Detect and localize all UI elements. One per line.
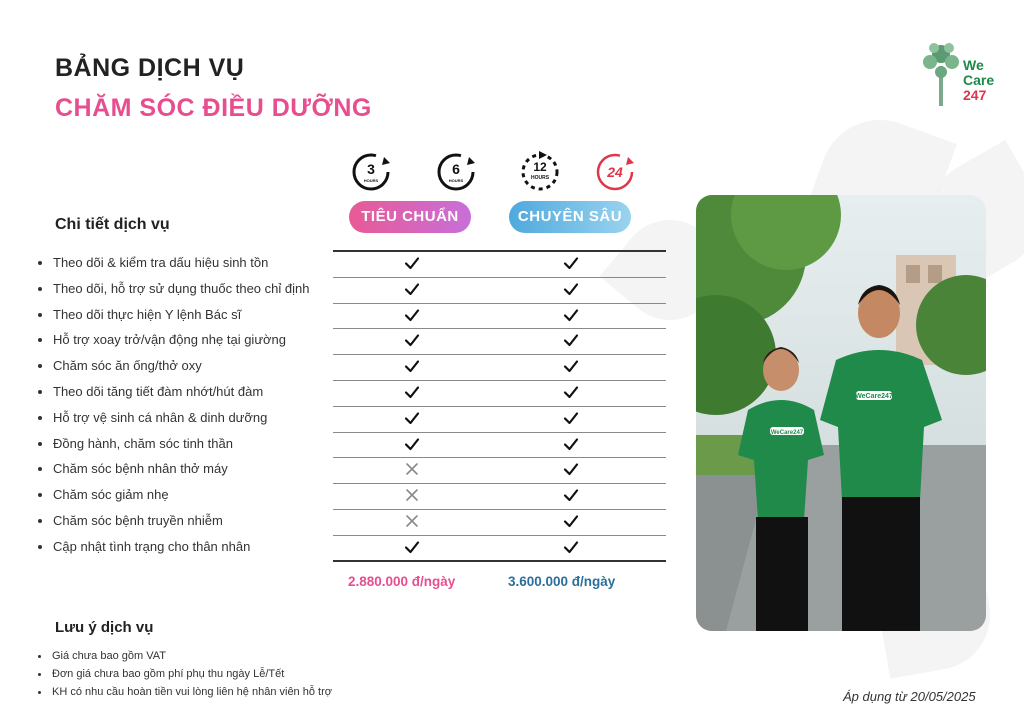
- check-icon: [402, 537, 422, 557]
- shirt-badge-text: WeCare247: [770, 430, 804, 436]
- clock-3-hours-icon: [350, 151, 392, 193]
- clock-24-hours-icon: [594, 151, 636, 193]
- check-icon: [561, 279, 581, 299]
- logo-wordmark: [963, 58, 994, 103]
- clock-unit: HOURS: [363, 178, 379, 183]
- bullet-icon: [38, 442, 42, 446]
- table-row: [30, 303, 666, 329]
- check-icon: [402, 356, 422, 376]
- service-label: Hỗ trợ xoay trở/vận động nhẹ tại giường: [53, 332, 287, 348]
- check-icon: [402, 382, 422, 402]
- table-row: [30, 354, 666, 380]
- check-icon: [561, 408, 581, 428]
- service-label: Chăm sóc bệnh nhân thở máy: [53, 461, 228, 477]
- bullet-icon: [38, 261, 42, 265]
- plan-advanced-badge: CHUYÊN SÂU: [509, 201, 631, 233]
- check-icon: [561, 330, 581, 350]
- bullet-icon: [38, 493, 42, 497]
- service-label: Chăm sóc bệnh truyền nhiễm: [53, 513, 223, 528]
- table-row: [30, 432, 666, 458]
- service-label: Theo dõi, hỗ trợ sử dụng thuốc theo chỉ định: [53, 280, 310, 296]
- service-label: Đồng hành, chăm sóc tinh thần: [53, 435, 233, 451]
- tree-icon: [918, 40, 968, 110]
- standard-price: 2.880.000 đ/ngày: [348, 574, 456, 589]
- clock-12-hours-icon: [519, 151, 561, 193]
- clock-value: 12: [533, 160, 547, 174]
- check-icon: [561, 459, 581, 479]
- cross-icon: [402, 459, 422, 479]
- check-icon: [561, 434, 581, 454]
- page-title: BẢNG DỊCH VỤ: [55, 54, 245, 82]
- advanced-price: 3.600.000 đ/ngày: [508, 574, 616, 589]
- note-text: Giá chưa bao gồm VAT: [52, 650, 166, 662]
- check-icon: [561, 382, 581, 402]
- table-row: [30, 535, 666, 561]
- service-label: Chăm sóc ăn ống/thở oxy: [53, 358, 202, 374]
- check-icon: [402, 434, 422, 454]
- cross-icon: [402, 511, 422, 531]
- clock-value: 24: [607, 164, 623, 180]
- clock-value: 6: [452, 161, 460, 177]
- service-label: Chăm sóc giảm nhẹ: [53, 487, 169, 503]
- bullet-icon: [38, 545, 42, 549]
- bullet-icon: [38, 416, 42, 420]
- staff-photo: [696, 195, 986, 631]
- table-row: [30, 251, 666, 277]
- clock-unit: HOURS: [448, 178, 464, 183]
- bullet-icon: [38, 287, 42, 291]
- check-icon: [402, 330, 422, 350]
- table-bottom-divider: [333, 560, 666, 562]
- logo-text-247: 247: [963, 87, 987, 103]
- note-text: Đơn giá chưa bao gồm phí phụ thu ngày Lễ/Tết: [52, 668, 285, 680]
- bullet-icon: [38, 519, 42, 523]
- table-row: [30, 406, 666, 432]
- bullet-icon: [38, 467, 42, 471]
- cross-icon: [402, 485, 422, 505]
- check-icon: [402, 279, 422, 299]
- bullet-icon: [38, 338, 42, 342]
- clock-value: 3: [367, 161, 375, 177]
- service-label: Theo dõi & kiểm tra dấu hiệu sinh tồn: [53, 255, 269, 270]
- bullet-icon: [38, 313, 42, 317]
- service-details-heading: Chi tiết dịch vụ: [55, 216, 170, 233]
- plan-standard-badge: TIÊU CHUẨN: [349, 201, 471, 233]
- service-notes-heading: Lưu ý dịch vụ: [55, 619, 154, 636]
- table-row: [30, 509, 666, 535]
- table-row: [30, 380, 666, 406]
- table-row: [30, 457, 666, 483]
- clock-6-hours-icon: [435, 151, 477, 193]
- service-label: Cập nhật tình trạng cho thân nhân: [53, 538, 251, 554]
- bullet-icon: [38, 364, 42, 368]
- shirt-badge-text: WeCare247: [855, 393, 893, 400]
- logo-text-care: Care: [963, 72, 995, 88]
- check-icon: [561, 305, 581, 325]
- check-icon: [402, 253, 422, 273]
- table-row: [30, 328, 666, 354]
- table-row: [30, 277, 666, 303]
- note-text: KH có nhu cầu hoàn tiền vui lòng liên hệ nhân viên hỗ trợ: [52, 686, 332, 698]
- check-icon: [561, 253, 581, 273]
- table-row: [30, 483, 666, 509]
- check-icon: [402, 305, 422, 325]
- check-icon: [561, 537, 581, 557]
- service-label: Hỗ trợ vệ sinh cá nhân & dinh dưỡng: [53, 409, 268, 425]
- check-icon: [402, 408, 422, 428]
- check-icon: [561, 511, 581, 531]
- clock-unit: HOURS: [530, 175, 550, 181]
- effective-date: Áp dụng từ 20/05/2025: [843, 689, 976, 704]
- check-icon: [561, 485, 581, 505]
- service-label: Theo dõi thực hiện Y lệnh Bác sĩ: [53, 306, 242, 322]
- check-icon: [561, 356, 581, 376]
- page-subtitle: CHĂM SÓC ĐIỀU DƯỠNG: [55, 94, 372, 122]
- logo-text-we: We: [963, 57, 984, 73]
- service-label: Theo dõi tăng tiết đàm nhớt/hút đàm: [53, 384, 264, 399]
- bullet-icon: [38, 390, 42, 394]
